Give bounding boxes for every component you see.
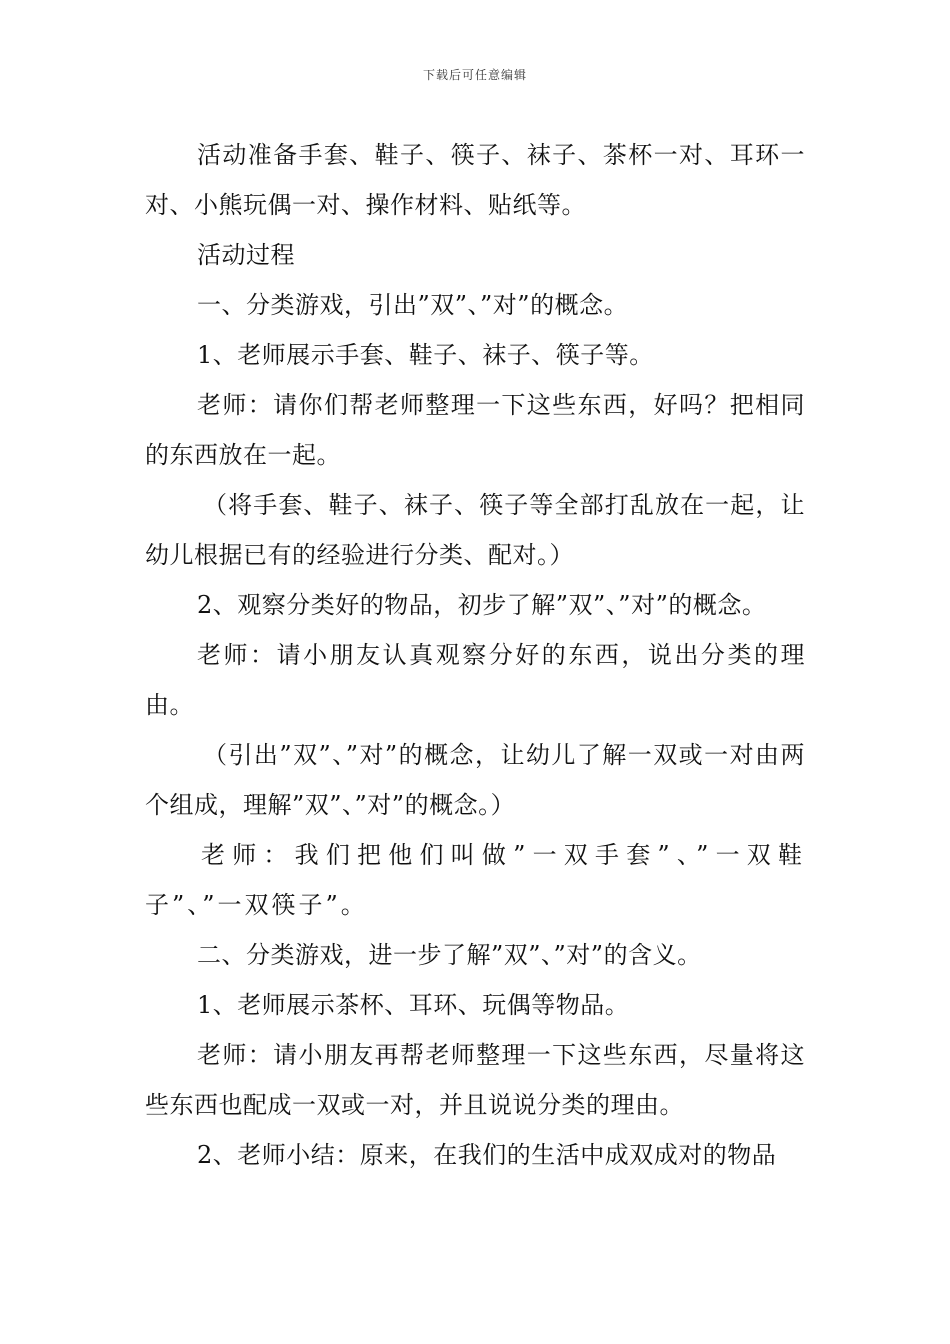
paragraph-note-1: （将手套、鞋子、袜子、筷子等全部打乱放在一起，让幼儿根据已有的经验进行分类、配对。） — [145, 491, 805, 569]
document-body — [145, 130, 805, 1180]
paragraph-process-heading: 活动过程 — [197, 241, 295, 269]
paragraph-teacher-4: 老师：请小朋友再帮老师整理一下这些东西，尽量将这些东西也配成一双或一对，并且说说分类的理由。 — [145, 1041, 805, 1119]
paragraph-step-2: 2、观察分类好的物品，初步了解”双”、”对”的概念。 — [197, 591, 767, 619]
paragraph-summary: 2、老师小结：原来，在我们的生活中成双成对的物品 — [197, 1141, 777, 1169]
paragraph-section-two: 二、分类游戏，进一步了解”双”、”对”的含义。 — [197, 941, 702, 969]
paragraph-materials: 活动准备手套、鞋子、筷子、袜子、茶杯一对、耳环一对、小熊玩偶一对、操作材料、贴纸等。 — [145, 141, 805, 219]
paragraph-step-3: 1、老师展示茶杯、耳环、玩偶等物品。 — [197, 991, 630, 1019]
paragraph-section-one: 一、分类游戏，引出”双”、”对”的概念。 — [197, 291, 629, 319]
page-header: 下载后可任意编辑 — [422, 68, 527, 82]
paragraph-teacher-2: 老师：请小朋友认真观察分好的东西，说出分类的理由。 — [145, 641, 805, 719]
paragraph-teacher-1: 老师：请你们帮老师整理一下这些东西，好吗？把相同的东西放在一起。 — [145, 391, 805, 469]
paragraph-teacher-3: 老师：我们把他们叫做”一双手套”、”一双鞋子”、”一双筷子”。 — [145, 841, 805, 919]
paragraph-step-1: 1、老师展示手套、鞋子、袜子、筷子等。 — [197, 341, 654, 369]
paragraph-note-2: （引出”双”、”对”的概念，让幼儿了解一双或一对由两个组成，理解”双”、”对”的概念。） — [145, 741, 805, 819]
